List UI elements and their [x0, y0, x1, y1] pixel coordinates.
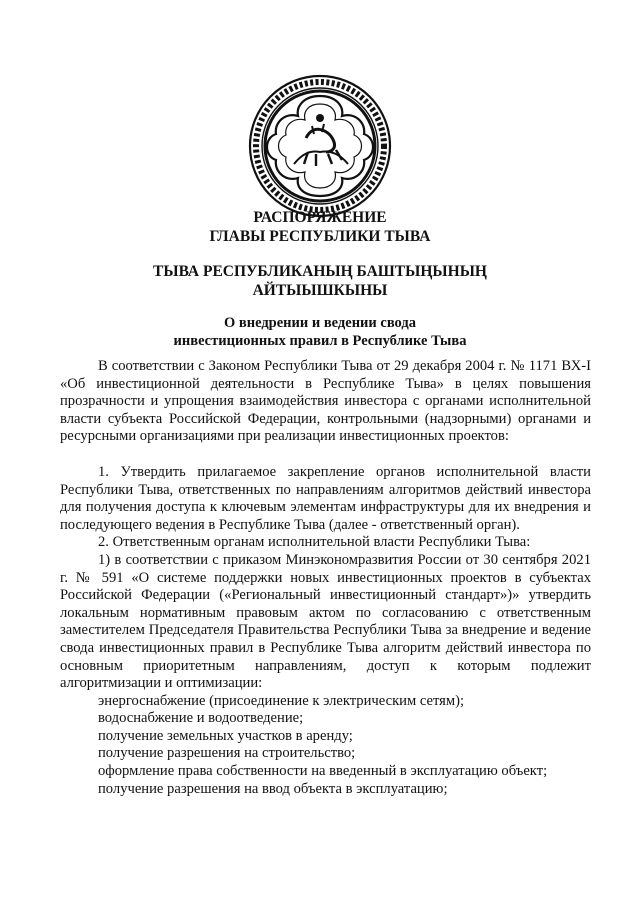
- tuvan-title-line-2: АЙТЫЫШКЫНЫ: [252, 282, 388, 299]
- list-item: получение разрешения на строительство;: [98, 745, 356, 762]
- list-item: получение земельных участков в аренду;: [98, 727, 353, 744]
- title-line-2: ГЛАВЫ РЕСПУБЛИКИ ТЫВА: [209, 228, 431, 245]
- item-1-paragraph: 1. Утвердить прилагаемое закрепление органов исполнительной власти Республики Тыва, ответственных по направлениям алгоритмов действий инвестора для получения доступа к ключевым элементам инфраструктуры для их внедрения и последующего ведения в Республике Тыва (далее - ответственный орган).: [60, 463, 591, 533]
- list-item: водоснабжение и водоотведение;: [98, 710, 304, 727]
- item-2-1-paragraph: 1) в соответствии с приказом Минэкономразвития России от 30 сентября 2021 г. № 591 «О системе поддержки новых инвестиционных проектов в субъектах Российской Федерации («Региональный инвестиционный стандарт»)» утвердить локальным нормативным правовым актом по согласованию с ответственным заместителем Председателя Правительства Республики Тыва за внедрение и ведение свода инвестиционных правил в Республике Тыва алгоритм действий инвестора по основным приоритетным направлениям, доступ к которым подлежит алгоритмизации и оптимизации:: [60, 551, 591, 692]
- subject-line-1: О внедрении и ведении свода: [224, 315, 416, 331]
- list-item: получение разрешения на ввод объекта в эксплуатацию;: [98, 780, 448, 797]
- document-title-tuvan: [0, 262, 640, 300]
- preamble-paragraph: В соответствии с Законом Республики Тыва от 29 декабря 2004 г. № 1171 ВХ-I «Об инвестиционной деятельности в Республике Тыва» в целях повышения прозрачности и упрощения взаимодействия инвестора с органами исполнительной власти субъекта Российской Федерации, контрольными (надзорными) органами и ресурсными организациями при реализации инвестиционных проектов:: [60, 358, 591, 445]
- subject-line-2: инвестиционных правил в Республике Тыва: [173, 333, 467, 349]
- document-title: [0, 208, 640, 246]
- document-body: [60, 358, 591, 798]
- list-item: энергоснабжение (присоединение к электрическим сетям);: [98, 692, 465, 709]
- item-2-paragraph: 2. Ответственным органам исполнительной власти Республики Тыва:: [98, 534, 531, 551]
- title-line-1: РАСПОРЯЖЕНИЕ: [253, 209, 387, 226]
- coat-of-arms-tuva-emblem: [246, 72, 394, 220]
- document-subject: [0, 314, 640, 350]
- directions-list: [60, 693, 591, 799]
- list-item: оформление права собственности на введенный в эксплуатацию объект;: [98, 763, 548, 780]
- tuvan-title-line-1: ТЫВА РЕСПУБЛИКАНЫҢ БАШТЫҢЫНЫҢ: [153, 263, 487, 280]
